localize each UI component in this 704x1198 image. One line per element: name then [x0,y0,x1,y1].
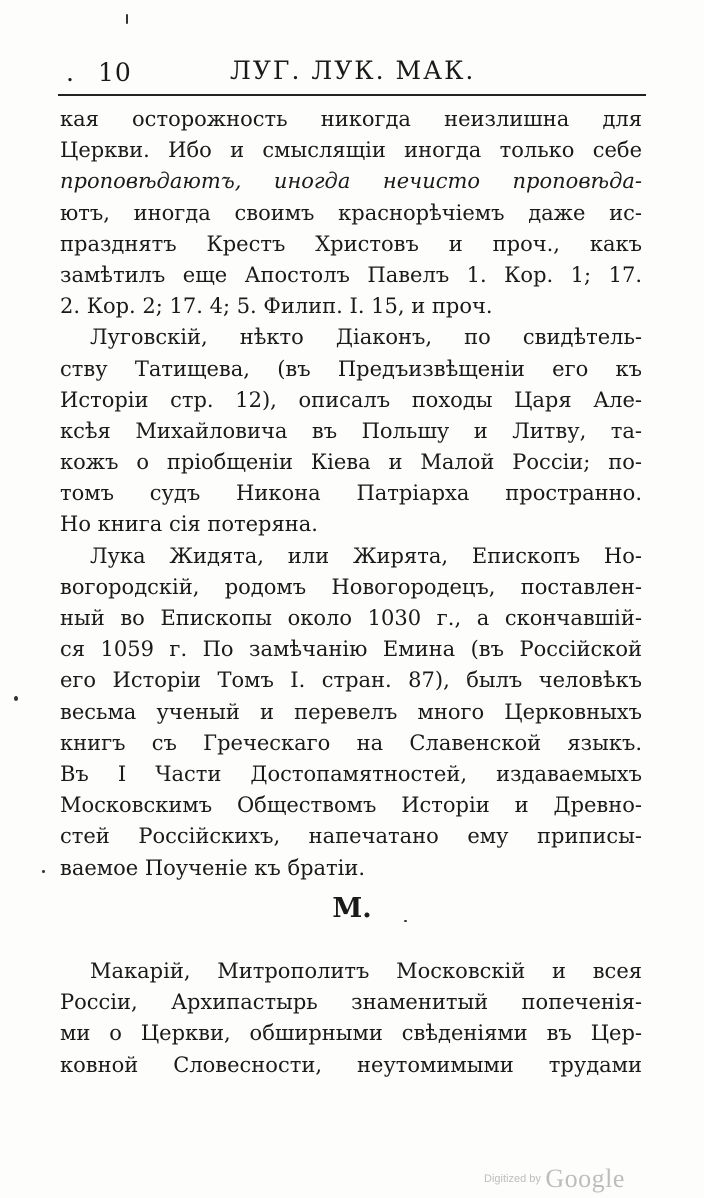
second-text-block [60,956,642,1081]
text-line: книгъ съ Греческаго на Славенской языкъ. [60,730,642,755]
text-line: весьма ученый и перевелъ много Церковныхъ [60,699,642,724]
text-line: ютъ, иногда своимъ краснорѣчіемъ даже ис- [60,200,642,225]
google-logo: Google [545,1164,625,1193]
scan-speck [404,920,407,922]
header-rule [58,94,646,96]
text-line: его Исторіи Томъ I. стран. 87), былъ человѣкъ [60,668,642,693]
text-line: ся 1059 г. По замѣчанію Емина (въ Россійской [60,637,642,662]
text-line: празднятъ Крестъ Христовъ и проч., какъ [60,231,642,256]
text-line: Московскимъ Обществомъ Исторіи и Древно- [60,793,642,818]
running-head [58,52,646,92]
digitized-watermark [484,1164,625,1194]
text-line: Макарій, Митрополитъ Московскій и всея [90,959,642,983]
running-title: ЛУГ. ЛУК. МАК. [230,56,476,85]
text-line: ковной Словесности, неутомимыми трудами [60,1052,642,1077]
text-line: ксѣя Михайловича въ Польшу и Литву, та- [60,418,642,443]
text-line: ми о Церкви, обширными свѣденіями въ Цер- [60,1021,642,1046]
scan-speck [126,14,128,24]
text-line: Лука Жидята, или Жирята, Епископъ Но- [90,543,642,568]
text-line: Церкви. Ибо и смыслящіи иногда только себе [60,138,642,163]
page-dot: . [66,58,74,87]
text-line: вогородскій, родомъ Новогородецъ, поставлен- [60,574,642,599]
text-line: кожъ о пріобщеніи Кіева и Малой Россіи; по- [60,450,642,475]
text-line: томъ судъ Никона Патріарха пространно. [60,481,642,506]
text-line: замѣтилъ еще Апостолъ Павелъ 1. Кор. 1; 17. [60,262,642,287]
watermark-prefix: Digitized by [484,1173,541,1185]
text-line: стей Россійскихъ, напечатано ему приписы- [60,824,642,849]
text-line: Исторіи стр. 12), описалъ походы Царя Але- [60,387,642,412]
main-text-block [60,104,642,884]
text-line: Но книга сія потеряна. [60,512,318,537]
text-line: Въ I Части Достопамятностей, издаваемыхъ [60,761,642,786]
text-line: кая осторожность никогда неизлишна для [60,107,642,131]
text-line: 2. Кор. 2; 17. 4; 5. Филип. I. 15, и проч. [60,294,493,319]
text-line: проповѣдаютъ, иногда нечисто проповѣда- [60,169,642,194]
section-heading: М. [332,893,372,924]
text-line: ваемое Поученіе къ братіи. [60,855,366,880]
text-line: Луговскій, нѣкто Діаконъ, по свидѣтель- [90,325,642,350]
text-line: Россіи, Архипастырь знаменитый попеченія- [60,990,642,1015]
page-number: 10 [98,58,132,87]
scan-speck [42,870,45,873]
text-line: ству Татищева, (въ Предъизвѣщеніи его къ [60,356,642,381]
scan-speck [14,696,18,701]
text-line: ный во Епископы около 1030 г., а скончавшій- [60,606,642,630]
